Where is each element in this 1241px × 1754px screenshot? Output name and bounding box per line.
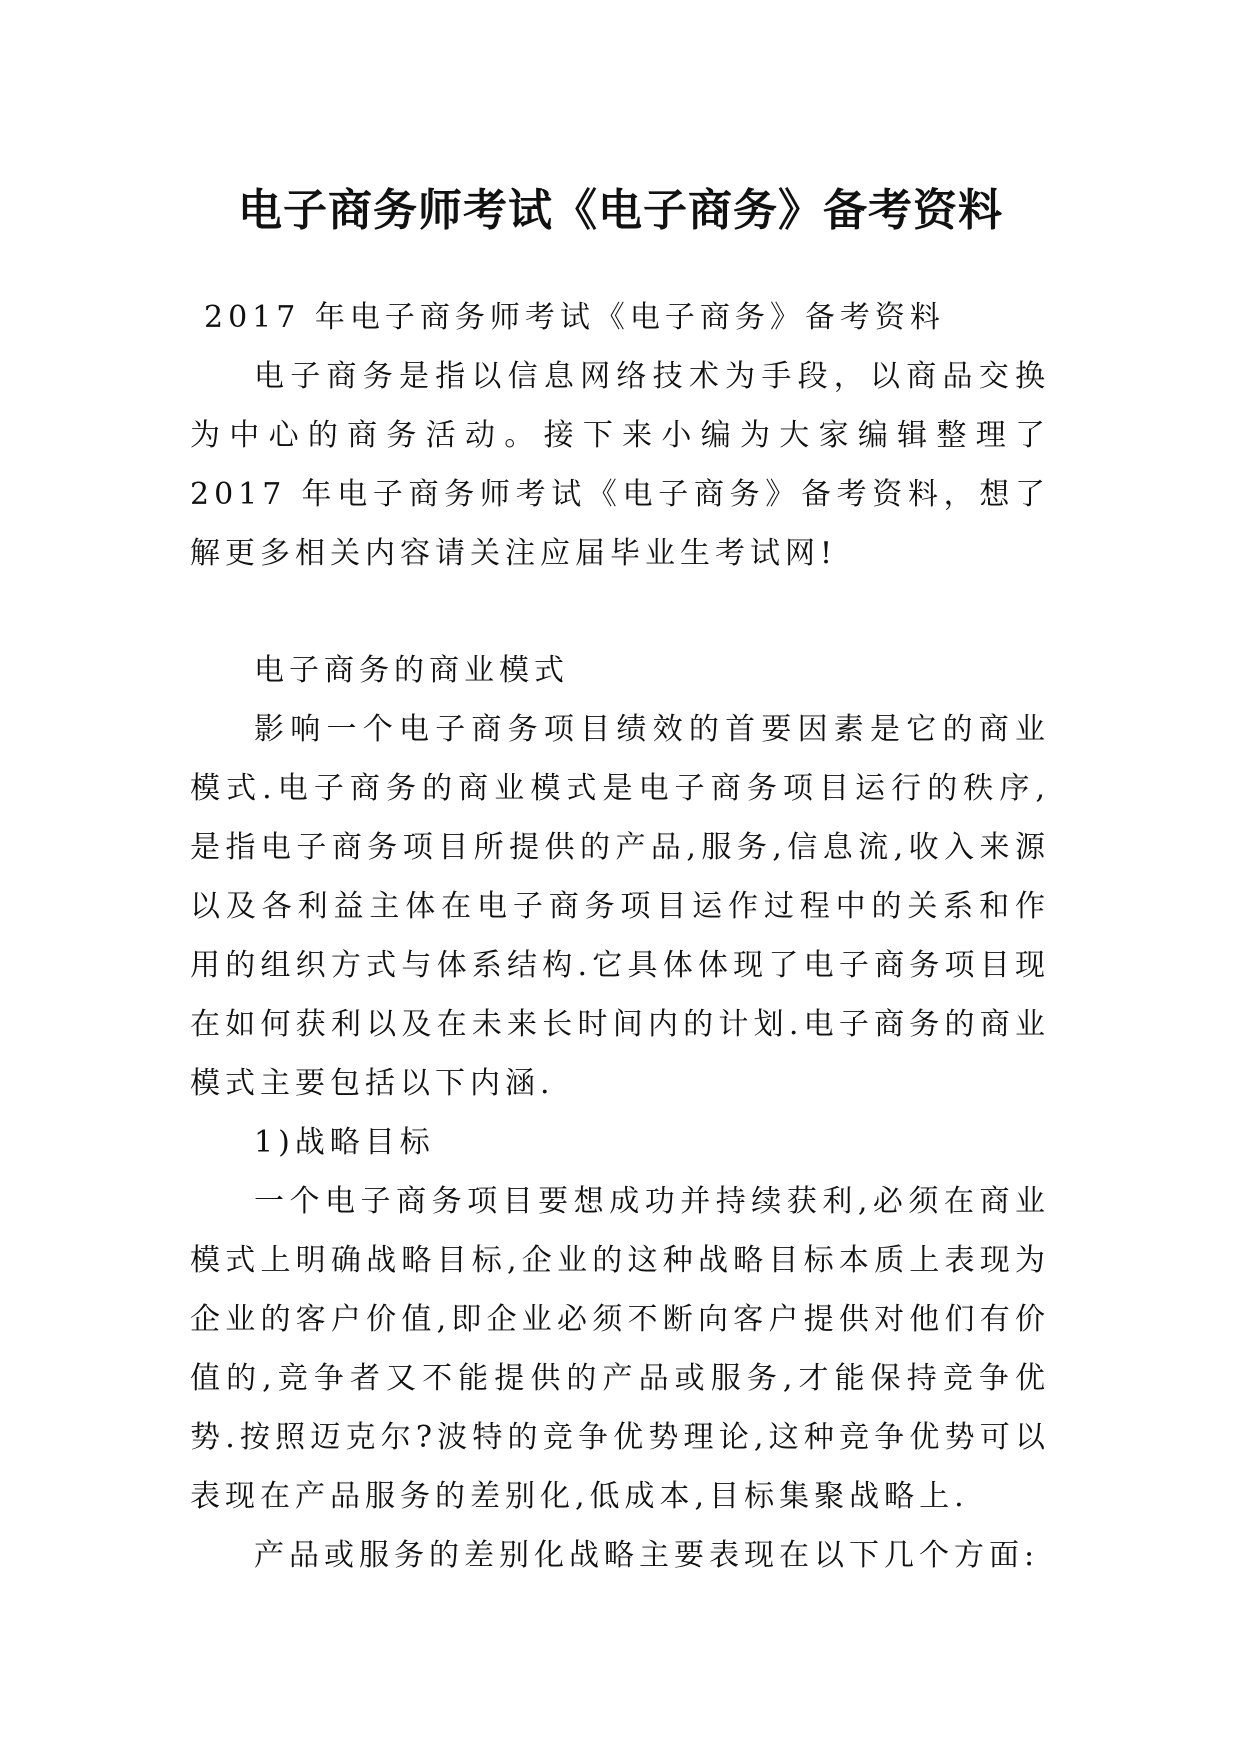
- subheading-strategic-goal: 1)战略目标: [254, 1125, 435, 1160]
- differentiation-paragraph: 产品或服务的差别化战略主要表现在以下几个方面:: [254, 1538, 1040, 1573]
- document-title: 电子商务师考试《电子商务》备考资料: [238, 185, 1003, 237]
- document-subtitle: 2017 年电子商务师考试《电子商务》备考资料: [204, 300, 945, 335]
- business-model-paragraph: 影响一个电子商务项目绩效的首要因素是它的商业模式.电子商务的商业模式是电子商务项目运行的秩序,是指电子商务项目所提供的产品,服务,信息流,收入来源以及各利益主体在电子商务项目运作过程中的关系和作用的组织方式与体系结构.它具体体现了电子商务项目现在如何获利以及在未来长时间内的计划.电子商务的商业模式主要包括以下内涵.: [190, 712, 1050, 1101]
- section-heading-business-model: 电子商务的商业模式: [254, 653, 569, 688]
- document-body: [190, 288, 1050, 1585]
- paragraph-spacer: [190, 583, 1050, 641]
- intro-paragraph: 电子商务是指以信息网络技术为手段，以商品交换为中心的商务活动。接下来小编为大家编辑整理了 2017 年电子商务师考试《电子商务》备考资料，想了解更多相关内容请关注应届毕业生考试网!: [190, 359, 1050, 571]
- strategic-goal-paragraph: 一个电子商务项目要想成功并持续获利,必须在商业模式上明确战略目标,企业的这种战略目标本质上表现为企业的客户价值,即企业必须不断向客户提供对他们有价值的,竞争者又不能提供的产品或服务,才能保持竞争优势.按照迈克尔?波特的竞争优势理论,这种竞争优势可以表现在产品服务的差别化,低成本,目标集聚战略上.: [190, 1184, 1050, 1514]
